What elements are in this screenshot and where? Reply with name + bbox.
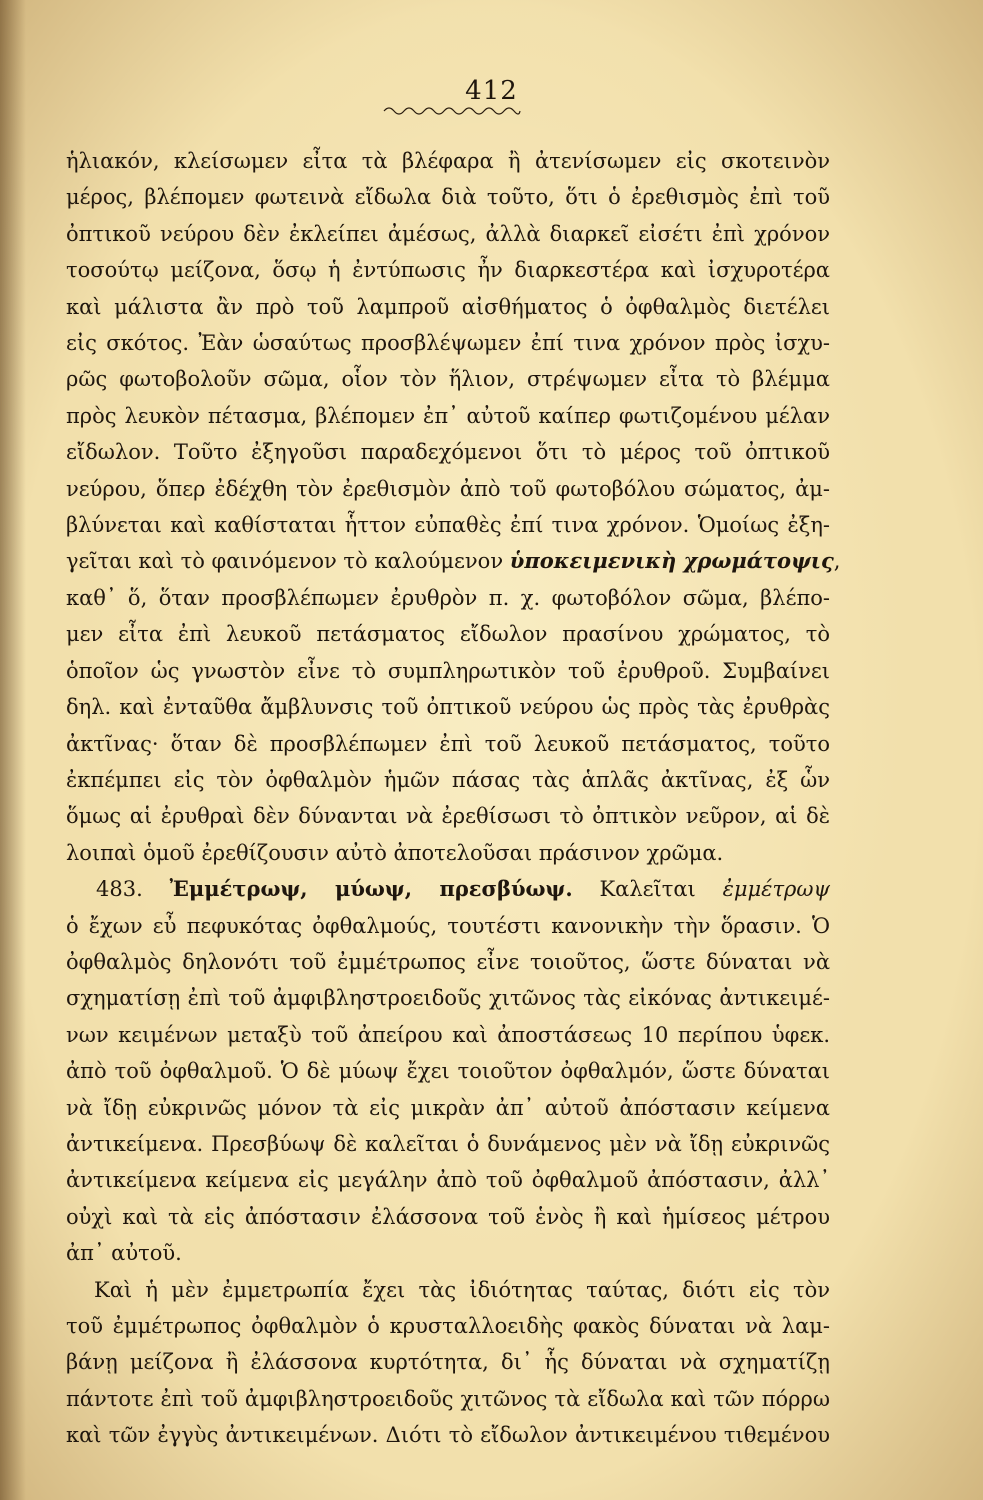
text-line: νων κειμένων μεταξὺ τοῦ ἀπείρου καὶ ἀποστάσεως 10 περίπου ὑφεκ. (66, 1022, 830, 1047)
text-line: καθ᾽ ὅ, ὅταν προσβλέπωμεν ἐρυθρὸν π. χ. φωτοβόλον σῶμα, βλέπο- (66, 585, 830, 610)
text-line: βάνῃ μείζονα ἢ ἐλάσσονα κυρτότητα, δι᾽ ἧς δύναται νὰ σχηματίζῃ (66, 1350, 830, 1375)
text-line: καὶ μάλιστα ἂν πρὸ τοῦ λαμπροῦ αἰσθήματος ὁ ὀφθαλμὸς διετέλει (66, 294, 830, 319)
body-text (66, 143, 841, 1454)
text-line: ὅμως αἱ ἐρυθραὶ δὲν δύνανται νὰ ἐρεθίσωσι τὸ ὀπτικὸν νεῦρον, αἱ δὲ (66, 804, 830, 829)
text-fragment: , (833, 549, 841, 574)
text-line-with-term (66, 543, 841, 579)
emphasized-term: ὑποκειμενικὴ χρωμάτοψις (509, 548, 834, 574)
text-line: σχηματίσῃ ἐπὶ τοῦ ἀμφιβληστροειδοῦς χιτῶνος τὰς εἰκόνας ἀντικειμέ- (66, 986, 830, 1011)
text-line: νὰ ἴδῃ εὐκρινῶς μόνον τὰ εἰς μικρὰν ἀπ᾽ αὐτοῦ ἀπόστασιν κείμενα (66, 1095, 830, 1120)
text-line: ὁ ἔχων εὖ πεφυκότας ὀφθαλμούς, τουτέστι κανονικὴν τὴν ὅρασιν. Ὁ (66, 913, 830, 938)
text-line: πρὸς λευκὸν πέτασμα, βλέπομεν ἐπ᾽ αὐτοῦ καίπερ φωτιζομένου μέλαν (66, 403, 830, 428)
text-line: εἴδωλον. Τοῦτο ἐξηγοῦσι παραδεχόμενοι ὅτι τὸ μέρος τοῦ ὀπτικοῦ (66, 440, 830, 465)
text-line: ἀπ᾽ αὐτοῦ. (66, 1241, 182, 1266)
text-line: ὀπτικοῦ νεύρου δὲν ἐκλείπει ἀμέσως, ἀλλὰ διαρκεῖ εἰσέτι ἐπὶ χρόνον (66, 221, 830, 246)
text-line: νεύρου, ὅπερ ἐδέχθη τὸν ἐρεθισμὸν ἀπὸ τοῦ φωτοβόλου σώματος, ἀμ- (66, 476, 830, 501)
text-line: ἀκτῖνας· ὅταν δὲ προσβλέπωμεν ἐπὶ τοῦ λευκοῦ πετάσματος, τοῦτο (66, 731, 830, 756)
text-line: ὀφθαλμὸς δηλονότι τοῦ ἐμμέτρωπος εἶνε τοιοῦτος, ὥστε δύναται νὰ (66, 949, 830, 974)
text-line: τοσούτῳ μείζονα, ὅσῳ ἡ ἐντύπωσις ἦν διαρκεστέρα καὶ ἰσχυροτέρα (66, 258, 830, 283)
text-line: οὐχὶ καὶ τὰ εἰς ἀπόστασιν ἐλάσσονα τοῦ ἑνὸς ἢ καὶ ἡμίσεος μέτρου (66, 1204, 830, 1229)
binding-shadow (0, 0, 26, 1500)
text-line: ἀντικείμενα κείμενα εἰς μεγάλην ἀπὸ τοῦ ὀφθαλμοῦ ἀπόστασιν, ἀλλ᾽ (66, 1168, 830, 1193)
text-line: ὁποῖον ὡς γνωστὸν εἶνε τὸ συμπληρωτικὸν τοῦ ἐρυθροῦ. Συμβαίνει (66, 658, 830, 683)
text-line: ρῶς φωτοβολοῦν σῶμα, οἷον τὸν ἥλιον, στρέψωμεν εἶτα τὸ βλέμμα (66, 367, 830, 392)
entry-number: 483. (96, 877, 143, 902)
text-line: μέρος, βλέπομεν φωτεινὰ εἴδωλα διὰ τοῦτο, ὅτι ὁ ἐρεθισμὸς ἐπὶ τοῦ (66, 185, 830, 210)
text-line: δηλ. καὶ ἐνταῦθα ἄμβλυνσις τοῦ ὀπτικοῦ νεύρου ὡς πρὸς τὰς ἐρυθρὰς (66, 695, 830, 720)
text-fragment: γεῖται καὶ τὸ φαινόμενον τὸ καλούμενον (66, 549, 510, 574)
text-line: μεν εἶτα ἐπὶ λευκοῦ πετάσματος εἴδωλον πρασίνου χρώματος, τὸ (66, 622, 830, 647)
text-line: καὶ τῶν ἐγγὺς ἀντικειμένων. Διότι τὸ εἴδωλον ἀντικειμένου τιθεμένου (66, 1423, 830, 1448)
text-line: λοιπαὶ ὁμοῦ ἐρεθίζουσιν αὐτὸ ἀποτελοῦσαι πράσινον χρῶμα. (66, 840, 724, 865)
text-line: ἡλιακόν, κλείσωμεν εἶτα τὰ βλέφαρα ἢ ἀτενίσωμεν εἰς σκοτεινὸν (66, 149, 830, 173)
text-line: πάντοτε ἐπὶ τοῦ ἀμφιβληστροειδοῦς χιτῶνος τὰ εἴδωλα καὶ τῶν πόρρω (66, 1386, 830, 1411)
text-line: βλύνεται καὶ καθίσταται ἧττον εὐπαθὲς ἐπί τινα χρόνον. Ὁμοίως ἐξη- (66, 513, 830, 538)
text-line: ἀντικείμενα. Πρεσβύωψ δὲ καλεῖται ὁ δυνάμενος μὲν νὰ ἴδῃ εὐκρινῶς (66, 1131, 830, 1156)
text-line: ἐκπέμπει εἰς τὸν ὀφθαλμὸν ἡμῶν πάσας τὰς ἁπλᾶς ἀκτῖνας, ἐξ ὧν (66, 767, 830, 792)
entry-heading-line (66, 871, 830, 907)
text-line: ἀπὸ τοῦ ὀφθαλμοῦ. Ὁ δὲ μύωψ ἔχει τοιοῦτον ὀφθαλμόν, ὥστε δύναται (66, 1059, 830, 1084)
text-fragment: Καλεῖται (599, 877, 723, 902)
text-line: εἰς σκότος. Ἐὰν ὡσαύτως προσβλέψωμεν ἐπί τινα χρόνον πρὸς ἰσχυ- (66, 331, 830, 356)
text-line: τοῦ ἐμμέτρωπος ὀφθαλμὸν ὁ κρυσταλλοειδὴς φακὸς δύναται νὰ λαμ- (66, 1314, 830, 1338)
wavy-rule-ornament (382, 104, 522, 118)
emphasized-term: ἐμμέτρωψ (722, 877, 830, 902)
page-number: 412 (465, 76, 518, 106)
entry-heading: Ἐμμέτρωψ, μύωψ, πρεσβύωψ. (169, 876, 573, 902)
text-line: Καὶ ἡ μὲν ἐμμετρωπία ἔχει τὰς ἰδιότητας ταύτας, διότι εἰς τὸν (94, 1277, 830, 1302)
